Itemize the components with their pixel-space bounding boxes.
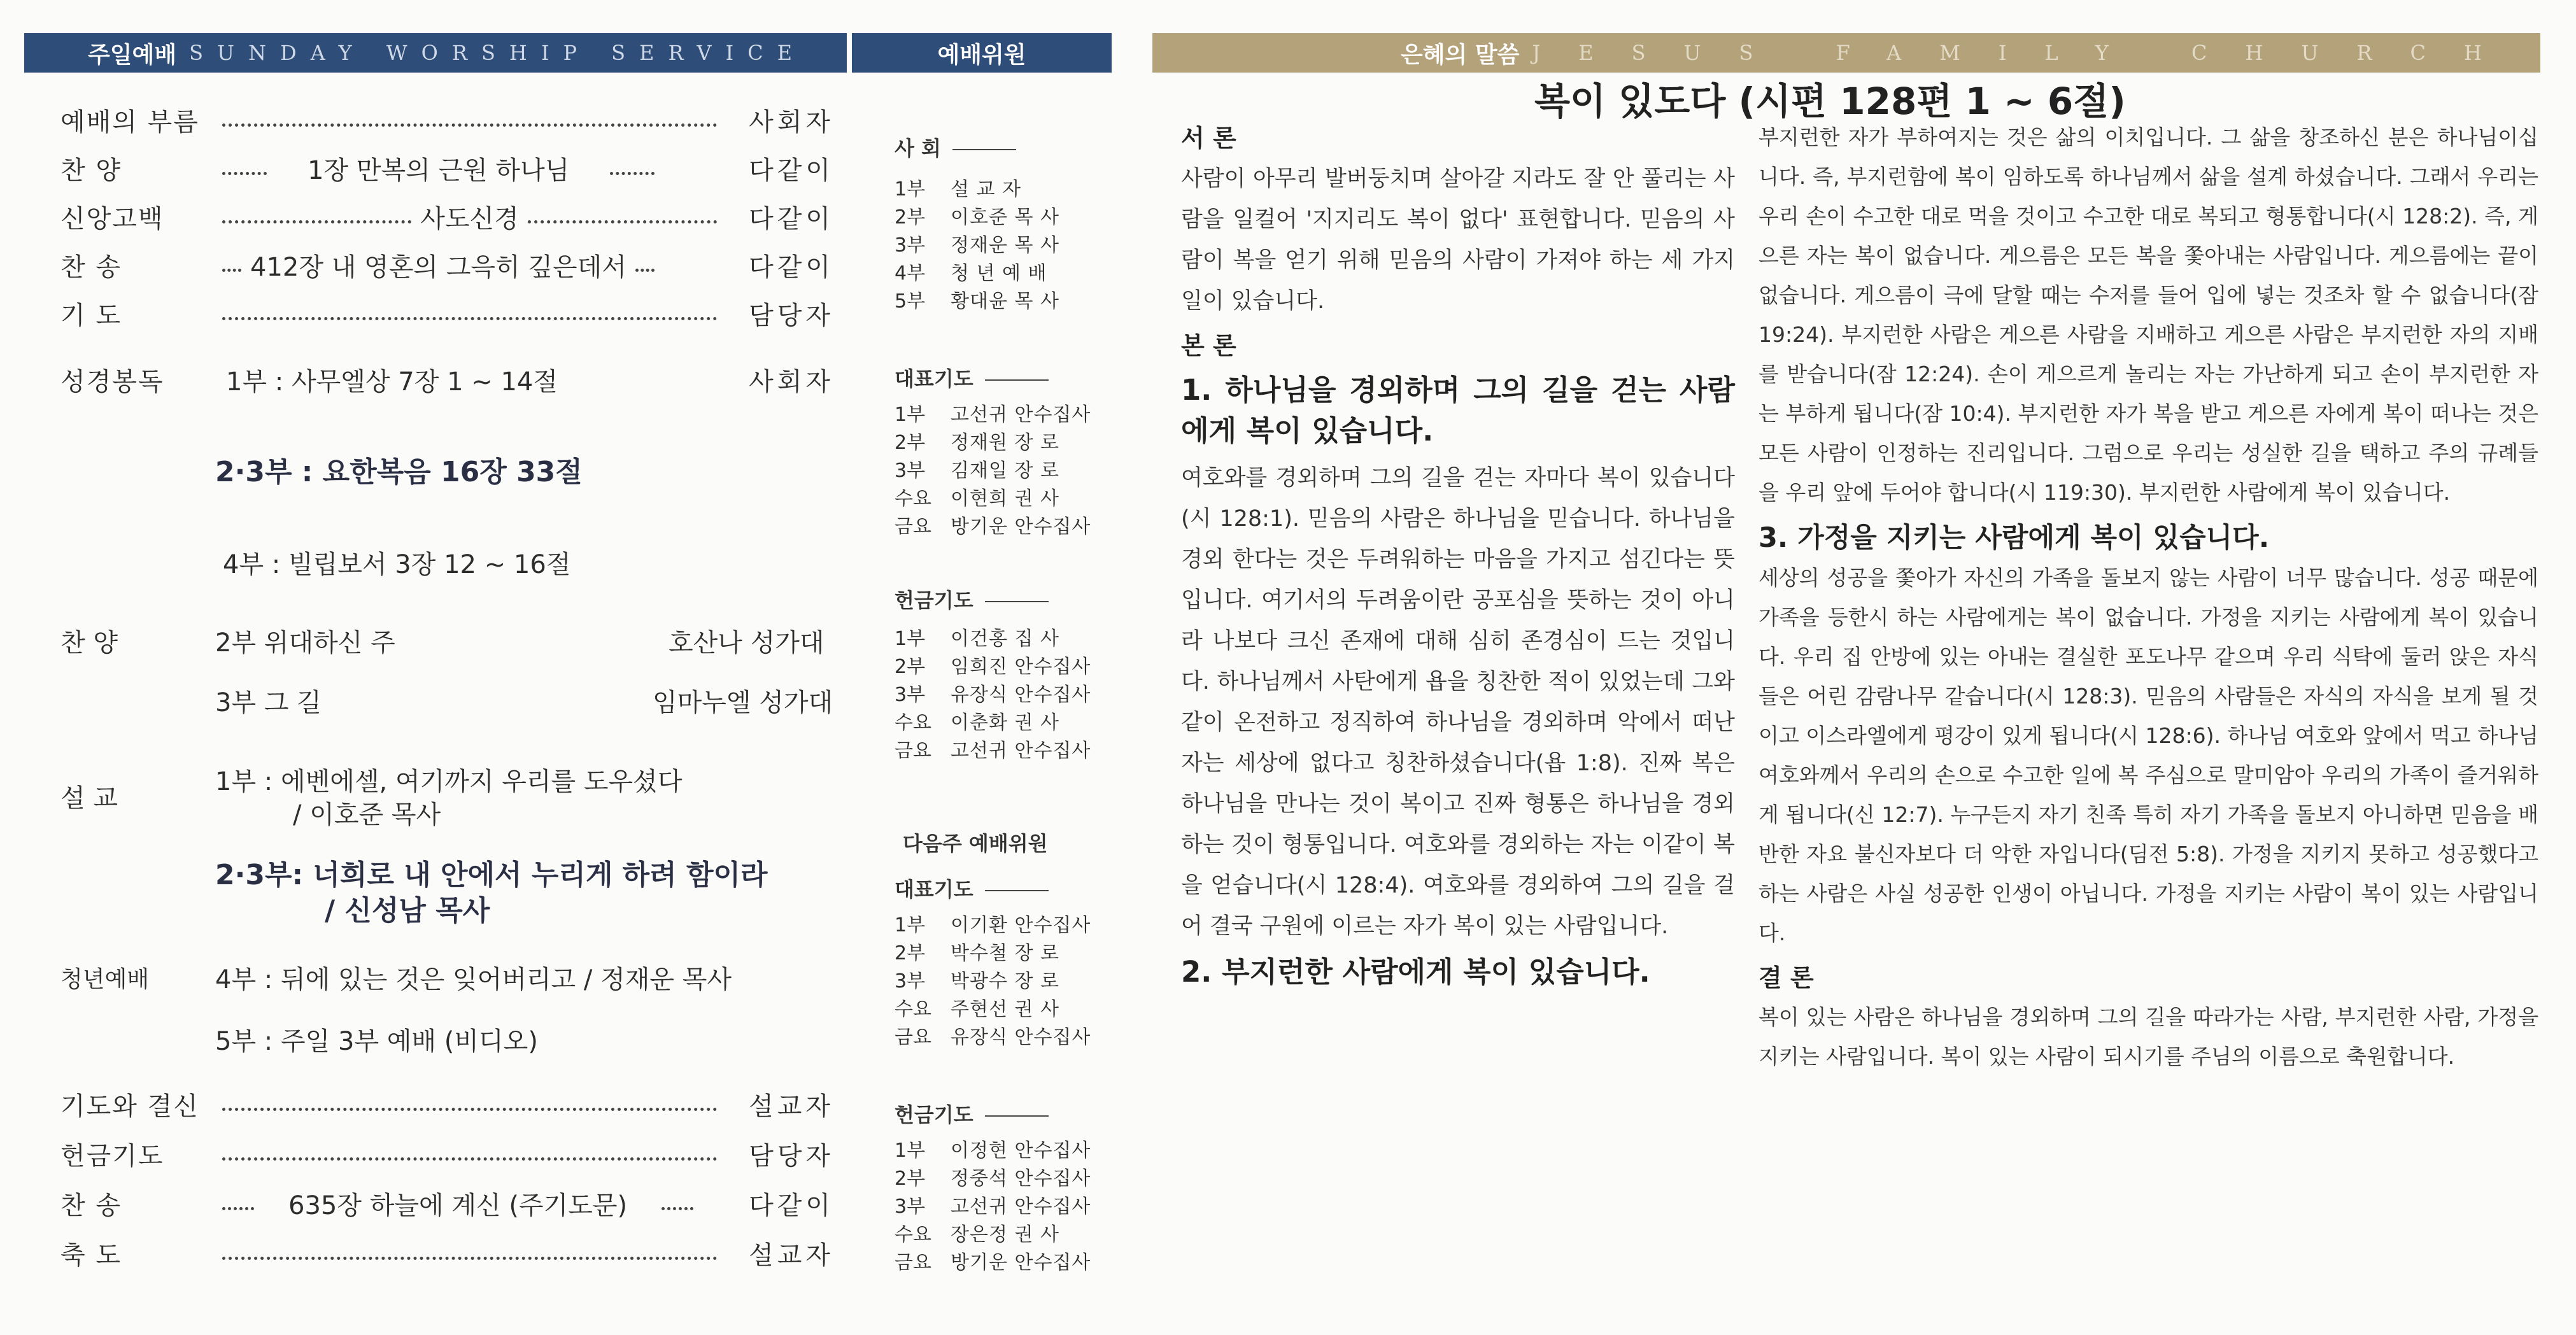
staff-row: 2부 정재원 장 로	[895, 432, 1059, 454]
order-label: 기도와 결신	[60, 1091, 199, 1121]
order-row-hymn2	[60, 246, 834, 284]
point2-text: 부지런한 자가 부하여지는 것은 삶의 이치입니다. 그 삶을 창조하신 분은 하나님이십니다. 즉, 부지런함에 복이 임하도록 하나님께서 삶을 설계 하셨습니다. 그래서 우리는 우리 손이 수고한 대로 먹을 것이고 수고한 대로 복되고 형통합니다(시 128:2). 즉, 게으른 자는 복이 없습니다. 게으름은 모든 복을 쫓아내는 사람입니다. 게으름에는 끝이 없습니다. 게으름이 극에 달할 때는 수저를 들어 입에 넣는 것조차 할 수 없습니다(잠 19:24). 부지런한 사람은 게으른 사람을 지배하고 게으른 사람은 부지런한 자의 지배를 받습니다(잠 12:24). 손이 게으르게 놀리는 자는 가난하게 되고 손이 부지런한 자는 부하게 됩니다(잠 10:4). 부지런한 자가 복을 받고 게으른 자에게 복이 떠나는 것은 모든 사람이 인정하는 진리입니다. 그럼으로 우리는 성실한 길을 택하고 주의 규례들을 우리 앞에 두어야 합니다(시 119:30). 부지런한 사람에게 복이 있습니다.	[1759, 125, 2538, 505]
staff-row: 2부 정중석 안수집사	[895, 1168, 1091, 1190]
staff-group-list	[895, 176, 1101, 316]
staff-header	[852, 33, 1112, 73]
order-text: 635장 하늘에 계신 (주기도문)	[288, 1190, 628, 1220]
sermon-1-pastor: / 이호준 목사	[293, 800, 441, 830]
order-label: 성경봉독	[60, 367, 164, 397]
order-text: 1장 만복의 근원 하나님	[308, 155, 570, 185]
order-leader: 설교자	[749, 1240, 834, 1270]
staff-group-list	[895, 625, 1101, 765]
sermon-column-right	[1759, 118, 2538, 1077]
staff-row: 수요 이현희 권 사	[895, 488, 1059, 510]
conclusion-heading: 결 론	[1759, 964, 1814, 992]
staff-group-title: 대표기도	[895, 873, 1049, 903]
staff-row: 4부 청 년 예 배	[895, 262, 1047, 285]
youth-5: 5부 : 주일 3부 예배 (비디오)	[215, 1027, 538, 1056]
order-label: 기 도	[60, 300, 122, 330]
order-leader: 다같이	[749, 155, 834, 185]
sermon-23-line2: / 신성남 목사	[325, 894, 490, 927]
staff-row: 1부 이기환 안수집사	[895, 914, 1091, 936]
sermon-header-kor: 은혜의 말씀	[1401, 41, 1520, 68]
staff-row: 금요 고선귀 안수집사	[895, 740, 1091, 762]
staff-group-list	[895, 1137, 1101, 1277]
staff-row: 3부 김재일 장 로	[895, 460, 1059, 482]
order-text: 사도신경	[420, 204, 519, 234]
order-leader: 설교자	[749, 1091, 834, 1121]
order-leader: 담당자	[749, 300, 834, 330]
staff-row: 1부 고선귀 안수집사	[895, 404, 1091, 426]
staff-row: 3부 고선귀 안수집사	[895, 1196, 1091, 1218]
point1-heading: 1. 하나님을 경외하며 그의 길을 걷는 사람에게 복이 있습니다.	[1181, 373, 1735, 448]
sermon-header	[1152, 33, 2540, 73]
order-leader: 사회자	[749, 107, 834, 137]
staff-row: 2부 이호준 목 사	[895, 206, 1059, 229]
order-leader: 사회자	[749, 367, 834, 397]
praise-3: 3부 그 길	[215, 688, 322, 717]
order-row-prayer	[60, 294, 834, 332]
order-leader: 다같이	[749, 1190, 834, 1220]
intro-text: 사람이 아무리 발버둥치며 살아갈 지라도 잘 안 풀리는 사람을 일컬어 '지지리도 복이 없다' 표현합니다. 믿음의 사람이 복을 얻기 위해 믿음의 사람이 가져야 하는 세 가지 일이 있습니다.	[1181, 166, 1735, 314]
reading-23: 2·3부 : 요한복음 16장 33절	[215, 456, 583, 488]
order-label: 헌금기도	[60, 1141, 164, 1171]
staff-group-title: 대표기도	[895, 363, 1049, 392]
staff-group-title: 헌금기도	[895, 1099, 1049, 1128]
staff-row: 1부 이건홍 집 사	[895, 628, 1059, 650]
order-row-decision	[60, 1085, 834, 1123]
staff-group-title: 사 회	[895, 132, 1016, 162]
staff-row: 3부 박광수 장 로	[895, 970, 1059, 992]
point3-text: 세상의 성공을 쫓아가 자신의 가족을 돌보지 않는 사람이 너무 많습니다. 성공 때문에 가족을 등한시 하는 사람에게는 복이 없습니다. 가정을 지키는 사람에게 복이 있습니다. 우리 집 안방에 있는 아내는 결실한 포도나무 같으며 우리 식탁에 둘러 앉은 자식들은 어린 감람나무 같습니다(시 128:3). 믿음의 사람들은 자식의 자식을 보게 될 것이고 이스라엘에게 평강이 있게 됩니다(시 128:6). 하나님 여호와 앞에서 먹고 하나님 여호와께서 우리의 손으로 수고한 일에 복 주심으로 말미암아 우리의 가족이 즐거워하게 됩니다(신 12:7). 누구든지 자기 친족 특히 자기 가족을 돌보지 아니하면 믿음을 배반한 자요 불신자보다 더 악한 자입니다(딤전 5:8). 가정을 지키지 못하고 성공했다고 하는 사람은 사실 성공한 인생이 아닙니다. 가정을 지키는 사람이 복이 있는 사람입니다.	[1759, 565, 2538, 945]
order-row-hymn3	[60, 1184, 834, 1222]
sermon-23-line1: 2·3부: 너희로 내 안에서 누리게 하려 함이라	[215, 859, 768, 891]
praise-3-choir: 임마누엘 성가대	[653, 688, 833, 717]
staff-group-list	[895, 401, 1101, 541]
order-row-call	[60, 101, 834, 139]
order-label: 신앙고백	[60, 204, 164, 234]
staff-row: 금요 방기운 안수집사	[895, 1252, 1091, 1274]
next-week-title: 다음주 예배위원	[903, 831, 1048, 856]
worship-header-kor: 주일예배	[88, 41, 177, 68]
staff-row: 5부 황대윤 목 사	[895, 290, 1059, 313]
order-row-benediction	[60, 1234, 834, 1272]
staff-row: 금요 유장식 안수집사	[895, 1026, 1091, 1049]
staff-group-list	[895, 912, 1101, 1052]
praise-label: 찬 양	[60, 628, 118, 658]
sermon-header-eng: JESUS FAMILY CHURCH	[1532, 41, 2520, 65]
staff-row: 수요 이춘화 권 사	[895, 712, 1059, 734]
point1-text: 여호와를 경외하며 그의 길을 걷는 자마다 복이 있습니다(시 128:1). 믿음의 사람은 하나님을 믿습니다. 하나님을 경외 한다는 것은 두려워하는 마음을 가지고 섬긴다는 뜻입니다. 여기서의 두려움이란 공포심을 뜻하는 것이 아니라 나보다 크신 존재에 대해 심히 존경심이 드는 것입니다. 하나님께서 사탄에게 욥을 칭찬한 적이 있었는데 그와 같이 온전하고 정직하여 하나님을 경외하며 악에서 떠난 자는 세상에 없다고 칭찬하셨습니다(욥 1:8). 진짜 복은 하나님을 만나는 것이 복이고 진짜 형통은 하나님을 경외하는 것이 형통입니다. 여호와를 경외하는 자는 이같이 복을 얻습니다(시 128:4). 여호와를 경외하여 그의 길을 걸어 결국 구원에 이르는 자가 복이 있는 사람입니다.	[1181, 465, 1735, 939]
staff-row: 1부 설 교 자	[895, 178, 1022, 201]
body-heading: 본 론	[1181, 332, 1236, 360]
order-label: 찬 양	[60, 155, 122, 185]
staff-row: 수요 장은정 권 사	[895, 1224, 1059, 1246]
staff-row: 3부 정재운 목 사	[895, 234, 1059, 257]
order-text: 1부 : 사무엘상 7장 1 ~ 14절	[226, 367, 558, 397]
staff-row: 2부 임희진 안수집사	[895, 656, 1091, 678]
conclusion-text: 복이 있는 사람은 하나님을 경외하며 그의 길을 따라가는 사람, 부지런한 사람, 가정을 지키는 사람입니다. 복이 있는 사람이 되시기를 주님의 이름으로 축원합니다.	[1759, 1005, 2538, 1069]
youth-label: 청년예배	[60, 966, 150, 992]
order-label: 축 도	[60, 1240, 122, 1270]
order-text: 412장 내 영혼의 그윽히 깊은데서	[250, 252, 626, 282]
order-row-offering	[60, 1134, 834, 1173]
order-row-reading	[60, 360, 834, 399]
point2-heading: 2. 부지런한 사람에게 복이 있습니다.	[1181, 955, 1650, 989]
order-row-creed	[60, 197, 834, 236]
order-row-hymn1	[60, 149, 834, 187]
staff-row: 금요 방기운 안수집사	[895, 516, 1091, 538]
staff-row: 1부 이정현 안수집사	[895, 1140, 1091, 1162]
sermon-label: 설 교	[60, 784, 118, 813]
reading-4: 4부 : 빌립보서 3장 12 ~ 16절	[223, 550, 571, 579]
sermon-column-left	[1181, 118, 1735, 992]
intro-heading: 서 론	[1181, 124, 1236, 152]
praise-2-choir: 호산나 성가대	[669, 628, 824, 658]
order-leader: 담당자	[749, 1141, 834, 1171]
sermon-title: 복이 있도다 (시편 128편 1 ~ 6절)	[1534, 80, 2126, 123]
praise-2: 2부 위대하신 주	[215, 628, 395, 658]
worship-header-eng: SUNDAY WORSHIP SERVICE	[189, 41, 806, 65]
order-leader: 다같이	[749, 204, 834, 234]
sermon-1: 1부 : 에벤에셀, 여기까지 우리를 도우셨다	[215, 767, 683, 796]
staff-header-title: 예배위원	[937, 41, 1026, 68]
order-label: 찬 송	[60, 252, 122, 282]
order-leader: 다같이	[749, 252, 834, 282]
order-label: 찬 송	[60, 1190, 122, 1220]
worship-header	[24, 33, 847, 73]
staff-row: 2부 박수철 장 로	[895, 942, 1059, 964]
point3-heading: 3. 가정을 지키는 사람에게 복이 있습니다.	[1759, 522, 2270, 554]
staff-row: 3부 유장식 안수집사	[895, 684, 1091, 706]
staff-row: 수요 주현선 권 사	[895, 998, 1059, 1021]
staff-group-title: 헌금기도	[895, 584, 1049, 614]
youth-4: 4부 : 뒤에 있는 것은 잊어버리고 / 정재운 목사	[215, 965, 732, 994]
order-label: 예배의 부름	[60, 107, 199, 137]
